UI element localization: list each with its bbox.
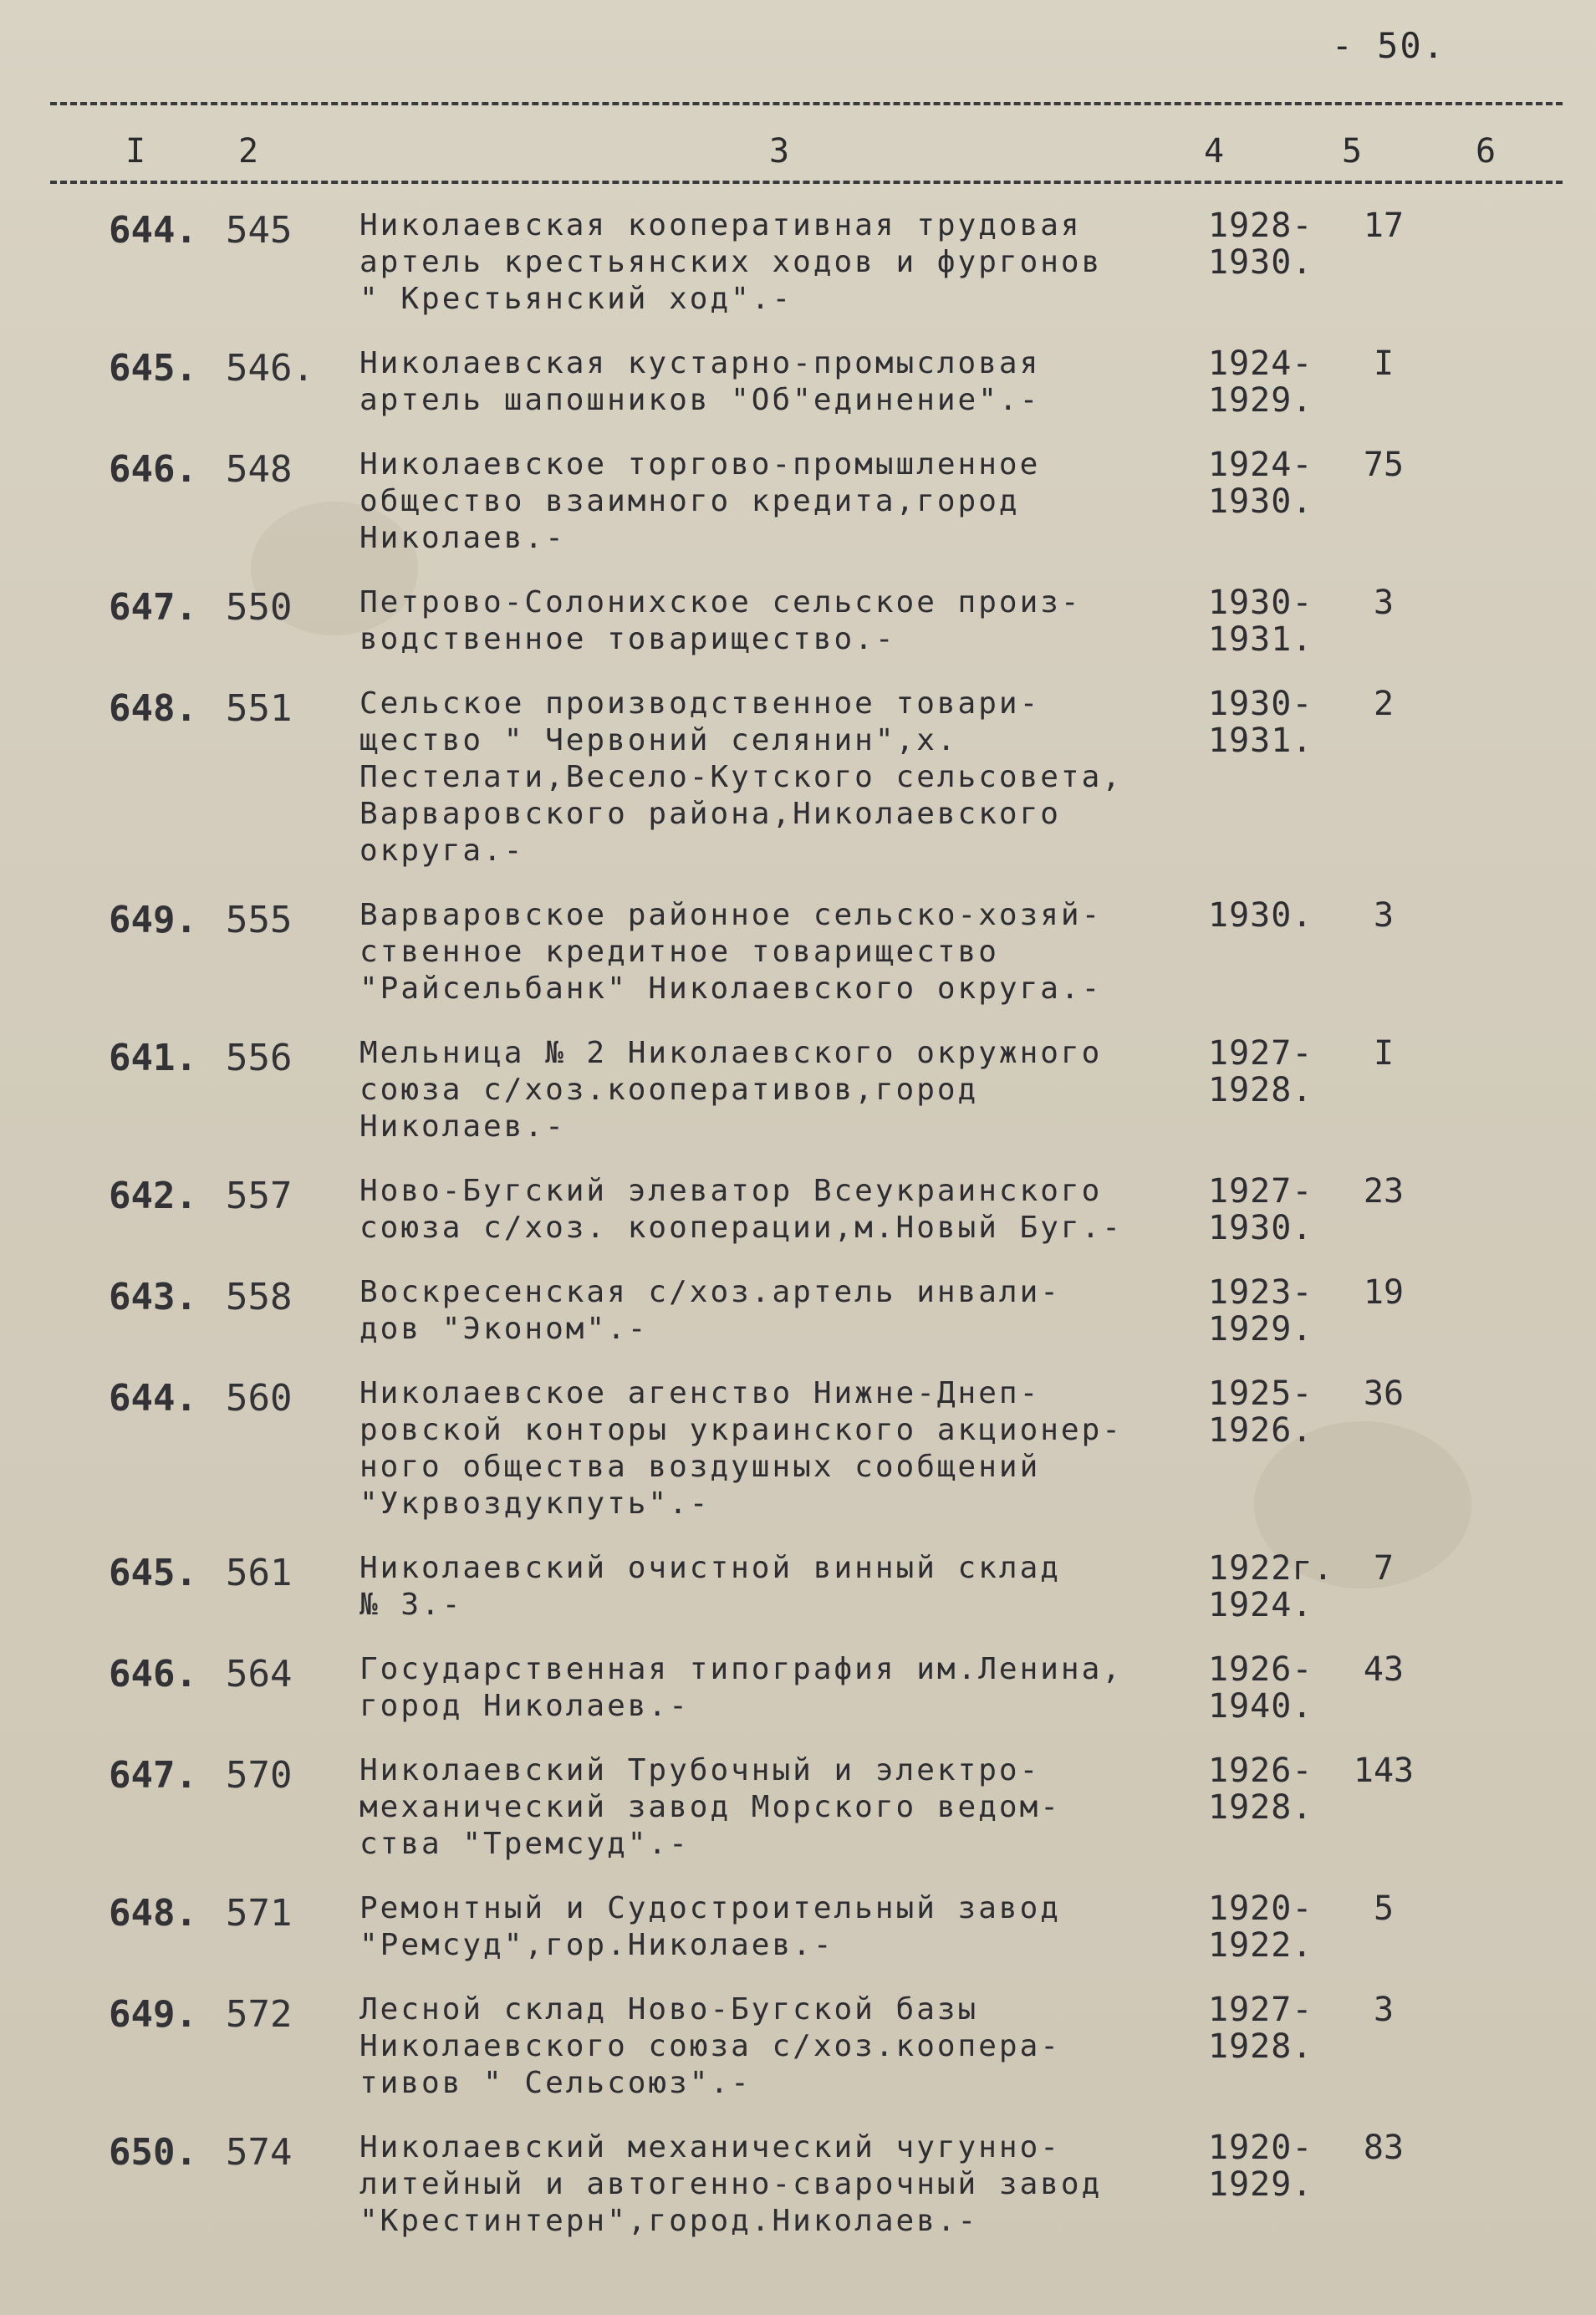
file-count: 2 bbox=[1373, 685, 1395, 723]
date-range: 1930- 1931. bbox=[1208, 584, 1313, 659]
file-count: 7 bbox=[1373, 1549, 1395, 1588]
fund-title: Петрово-Солониxское сельское произ- водственное товарищество.- bbox=[359, 585, 1082, 656]
date-range: 1920- 1922. bbox=[1208, 1889, 1313, 1965]
entry-number: 647. bbox=[109, 586, 197, 629]
inventory-entry bbox=[0, 584, 1596, 658]
fund-number: 561 bbox=[226, 1552, 293, 1594]
column-header-4: 4 bbox=[1204, 132, 1225, 171]
inventory-entry bbox=[0, 2129, 1596, 2240]
fund-number: 557 bbox=[226, 1175, 293, 1217]
date-range: 1930- 1931. bbox=[1208, 685, 1313, 760]
fund-title: Государственная типография им.Ленина, город Николаев.- bbox=[359, 1652, 1123, 1723]
date-range: 1927- 1928. bbox=[1208, 1991, 1313, 2066]
fund-title: Варваровское районное сельско-хозяй- ственное кредитное товарищество "Райсельбанк" Николаевского округа.- bbox=[359, 898, 1103, 1006]
entry-number: 645. bbox=[109, 347, 197, 390]
entry-number: 646. bbox=[109, 1653, 197, 1695]
file-count: 3 bbox=[1373, 896, 1395, 935]
date-range: 1927- 1930. bbox=[1208, 1172, 1313, 1247]
file-count: I bbox=[1373, 1034, 1395, 1073]
inventory-entry bbox=[0, 1890, 1596, 1964]
inventory-entry bbox=[0, 686, 1596, 869]
column-header-row bbox=[50, 132, 1563, 184]
fund-number: 556 bbox=[226, 1037, 293, 1079]
column-header-5: 5 bbox=[1342, 132, 1363, 171]
entry-number: 648. bbox=[109, 687, 197, 730]
inventory-entry bbox=[0, 1752, 1596, 1863]
file-count: 3 bbox=[1373, 584, 1395, 622]
fund-number: 555 bbox=[226, 899, 293, 941]
inventory-entry bbox=[0, 1550, 1596, 1624]
date-range: 1930. bbox=[1208, 896, 1313, 935]
fund-title: Воскресенская с/хоз.артель инвали- дов "Эконом".- bbox=[359, 1275, 1061, 1346]
fund-number: 564 bbox=[226, 1653, 293, 1695]
fund-title: Николаевский очистной винный склад № 3.- bbox=[359, 1551, 1061, 1622]
date-range: 1922г. 1924. bbox=[1208, 1549, 1334, 1624]
file-count: 43 bbox=[1363, 1650, 1405, 1689]
date-range: 1924- 1929. bbox=[1208, 344, 1313, 420]
inventory-entry bbox=[0, 1651, 1596, 1725]
fund-title: Николаевское торгово-промышленное общество взаимного кредита,город Николаев.- bbox=[359, 447, 1041, 555]
fund-number: 550 bbox=[226, 586, 293, 629]
top-divider bbox=[50, 102, 1563, 105]
fund-number: 558 bbox=[226, 1276, 293, 1318]
fund-number: 546. bbox=[226, 347, 314, 390]
fund-title: Николаевская кооперативная трудовая артель крестьянских ходов и фургонов " Крестьянский ход".- bbox=[359, 208, 1103, 316]
date-range: 1926- 1940. bbox=[1208, 1650, 1313, 1726]
entry-number: 641. bbox=[109, 1037, 197, 1079]
fund-number: 560 bbox=[226, 1377, 293, 1420]
entry-number: 649. bbox=[109, 899, 197, 941]
fund-number: 574 bbox=[226, 2131, 293, 2174]
date-range: 1926- 1928. bbox=[1208, 1752, 1313, 1827]
date-range: 1925- 1926. bbox=[1208, 1374, 1313, 1450]
file-count: 75 bbox=[1363, 446, 1405, 484]
fund-title: Лесной склад Ново-Бугской базы Николаевского союза с/хоз.коопера- тивов " Сельсоюз".- bbox=[359, 1992, 1061, 2100]
entry-number: 649. bbox=[109, 1993, 197, 2036]
file-count: I bbox=[1373, 344, 1395, 383]
column-header-3: 3 bbox=[769, 132, 790, 171]
fund-number: 571 bbox=[226, 1892, 293, 1935]
fund-title: Ремонтный и Судостроительный завод "Ремсуд",гор.Николаев.- bbox=[359, 1891, 1061, 1962]
fund-number: 570 bbox=[226, 1754, 293, 1797]
entry-number: 644. bbox=[109, 209, 197, 252]
inventory-entry bbox=[0, 1274, 1596, 1348]
fund-number: 548 bbox=[226, 448, 293, 491]
entry-number: 646. bbox=[109, 448, 197, 491]
fund-title: Николаевское агенство Нижне-Днеп- ровской конторы украинского акционер- ного общества воздушных сообщений "Укрвоздукпуть".- bbox=[359, 1376, 1123, 1521]
inventory-entry bbox=[0, 897, 1596, 1007]
fund-title: Ново-Бугский элеватор Всеукраинского союза с/хоз. кооперации,м.Новый Буг.- bbox=[359, 1174, 1123, 1245]
fund-title: Мельница № 2 Николаевского окружного союза с/хоз.кооперативов,город Николаев.- bbox=[359, 1036, 1103, 1144]
entry-number: 650. bbox=[109, 2131, 197, 2174]
entry-number: 648. bbox=[109, 1892, 197, 1935]
inventory-entry bbox=[0, 345, 1596, 419]
fund-number: 545 bbox=[226, 209, 293, 252]
date-range: 1924- 1930. bbox=[1208, 446, 1313, 521]
entry-number: 642. bbox=[109, 1175, 197, 1217]
fund-title: Сельское производственное товари- щество " Червоний селянин",х. Пестелати,Весело-Кутского сельсовета, Варваровского района,Николаевского округа.- bbox=[359, 686, 1123, 868]
entry-number: 644. bbox=[109, 1377, 197, 1420]
inventory-entry bbox=[0, 1991, 1596, 2102]
page-number: - 50. bbox=[1331, 25, 1446, 66]
fund-title: Николаевская кустарно-промысловая артель шапошников "Об"единение".- bbox=[359, 346, 1041, 417]
entry-number: 647. bbox=[109, 1754, 197, 1797]
inventory-entry bbox=[0, 207, 1596, 318]
column-header-1: I bbox=[125, 132, 146, 171]
file-count: 17 bbox=[1363, 207, 1405, 245]
entry-number: 645. bbox=[109, 1552, 197, 1594]
date-range: 1920- 1929. bbox=[1208, 2129, 1313, 2204]
date-range: 1928- 1930. bbox=[1208, 207, 1313, 282]
inventory-entry bbox=[0, 446, 1596, 557]
date-range: 1927- 1928. bbox=[1208, 1034, 1313, 1109]
file-count: 5 bbox=[1373, 1889, 1395, 1928]
fund-number: 551 bbox=[226, 687, 293, 730]
column-header-6: 6 bbox=[1476, 132, 1497, 171]
fund-number: 572 bbox=[226, 1993, 293, 2036]
file-count: 83 bbox=[1363, 2129, 1405, 2167]
fund-title: Николаевский Трубочный и электро- механический завод Морского ведом- ства "Тремсуд".- bbox=[359, 1753, 1061, 1861]
inventory-entry bbox=[0, 1035, 1596, 1145]
inventory-entry bbox=[0, 1173, 1596, 1247]
file-count: 3 bbox=[1373, 1991, 1395, 2029]
inventory-list bbox=[0, 207, 1596, 2267]
inventory-entry bbox=[0, 1375, 1596, 1522]
file-count: 19 bbox=[1363, 1273, 1405, 1312]
file-count: 36 bbox=[1363, 1374, 1405, 1413]
file-count: 23 bbox=[1363, 1172, 1405, 1211]
column-header-2: 2 bbox=[238, 132, 259, 171]
date-range: 1923- 1929. bbox=[1208, 1273, 1313, 1349]
fund-title: Николаевский механический чугунно- литейный и автогенно-сварочный завод "Крестинтерн",город.Николаев.- bbox=[359, 2130, 1103, 2238]
entry-number: 643. bbox=[109, 1276, 197, 1318]
file-count: 143 bbox=[1353, 1752, 1415, 1790]
